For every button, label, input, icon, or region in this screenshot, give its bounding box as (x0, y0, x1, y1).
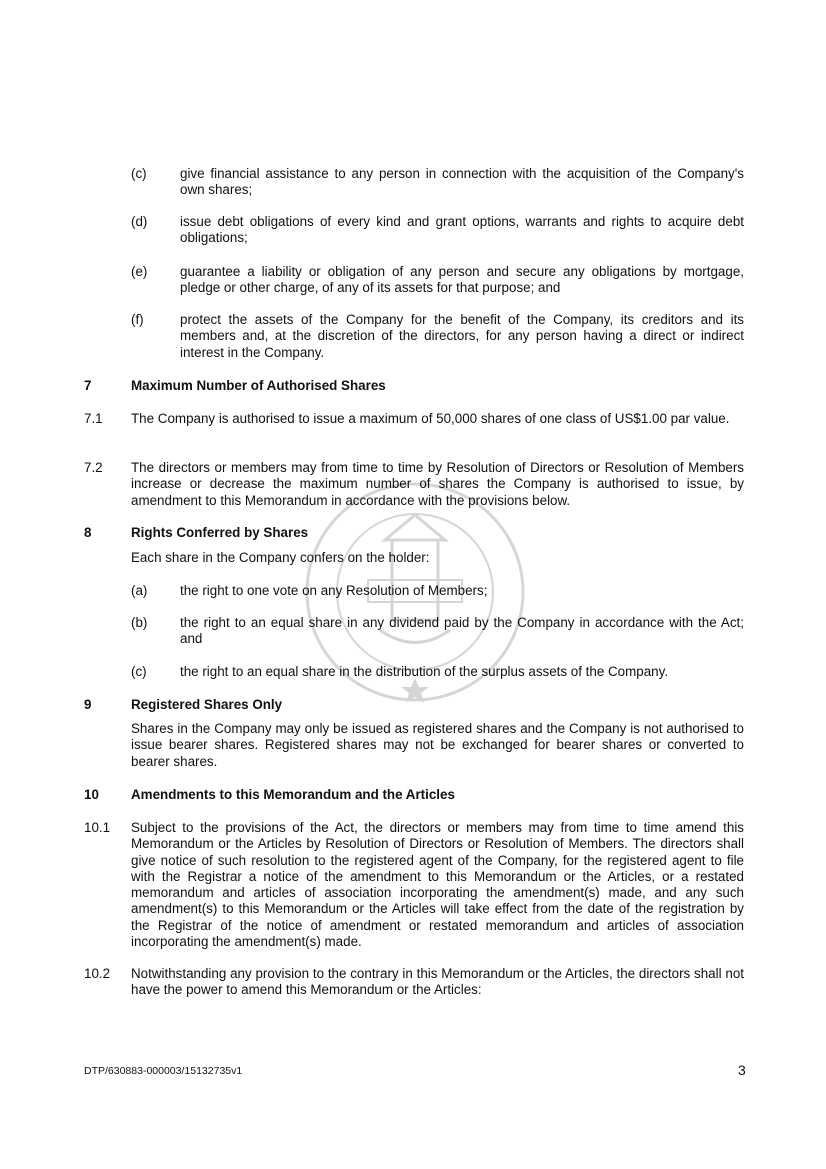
document-reference: DTP/630883-000003/15132735v1 (84, 1065, 243, 1077)
section-number: 10 (84, 787, 99, 802)
list-item-c (131, 664, 744, 680)
clause-number: 7.2 (84, 460, 103, 475)
section-10-heading (84, 787, 455, 803)
list-label: (b) (131, 615, 148, 630)
clause-number: 10.2 (84, 966, 111, 981)
list-text: give financial assistance to any person in connection with the acquisition of the Company's own shares; (180, 166, 744, 198)
section-number: 9 (84, 697, 92, 712)
list-label: (d) (131, 214, 148, 229)
section-number: 7 (84, 378, 92, 393)
clause-text: The directors or members may from time to time by Resolution of Directors or Resolution of Members increase or decrease the maximum number of shares the Company is authorised to issue, by amendment to this Memorandum in accordance with the provisions below. (131, 460, 744, 508)
list-label: (c) (131, 664, 147, 679)
list-item-f (131, 312, 744, 361)
list-item-c (131, 166, 744, 199)
clause-text: The Company is authorised to issue a maximum of 50,000 shares of one class of US$1.00 par value. (131, 411, 730, 426)
section-title: Registered Shares Only (131, 697, 283, 712)
list-text: the right to one vote on any Resolution of Members; (180, 583, 488, 598)
list-item-b (131, 615, 744, 648)
clause-10-2 (84, 966, 744, 999)
section-8-intro: Each share in the Company confers on the holder: (131, 550, 430, 565)
list-item-a (131, 583, 744, 599)
list-label: (e) (131, 264, 148, 279)
section-number: 8 (84, 525, 92, 540)
list-text: the right to an equal share in any dividend paid by the Company in accordance with the Act; and (180, 615, 744, 647)
section-8-heading (84, 525, 308, 541)
section-title: Rights Conferred by Shares (131, 525, 309, 540)
section-9-text: Shares in the Company may only be issued as registered shares and the Company is not authorised to issue bearer shares. Registered shares may not be exchanged for bearer shares or converted to bearer shares. (131, 721, 744, 769)
clause-text: Notwithstanding any provision to the contrary in this Memorandum or the Articles, the directors shall not have the power to amend this Memorandum or the Articles: (131, 966, 744, 998)
list-text: guarantee a liability or obligation of any person and secure any obligations by mortgage, pledge or other charge, of any of its assets for that purpose; and (180, 264, 744, 296)
clause-text: Subject to the provisions of the Act, the directors or members may from time to time amend this Memorandum or the Articles by Resolution of Directors or Resolution of Members. The directors shall give notice of such resolution to the registered agent of the Company, for the registered agent to file with the Registrar a notice of the amendment to this Memorandum or the Articles, or a restated memorandum and articles of association incorporating the amendment(s) made, and any such amendment(s) to this Memorandum or the Articles will take effect from the date of the registration by the Registrar of the notice of amendment or restated memorandum and articles of association incorporating the amendment(s) made. (131, 820, 744, 950)
list-text: protect the assets of the Company for the benefit of the Company, its creditors and its members and, at the discretion of the directors, for any person having a direct or indirect interest in the Company. (180, 312, 744, 360)
clause-7-1 (84, 411, 744, 427)
page-number: 3 (738, 1062, 746, 1078)
section-7-heading (84, 378, 386, 394)
section-9-heading (84, 697, 282, 713)
list-item-e (131, 264, 744, 297)
section-title: Amendments to this Memorandum and the Articles (131, 787, 455, 802)
clause-10-1 (84, 820, 744, 950)
list-text: the right to an equal share in the distribution of the surplus assets of the Company. (180, 664, 669, 679)
section-title: Maximum Number of Authorised Shares (131, 378, 386, 393)
list-label: (a) (131, 583, 148, 598)
list-label: (f) (131, 312, 144, 327)
clause-number: 7.1 (84, 411, 103, 426)
clause-7-2 (84, 460, 744, 509)
list-item-d (131, 214, 744, 247)
list-text: issue debt obligations of every kind and grant options, warrants and rights to acquire debt obligations; (180, 214, 744, 246)
list-label: (c) (131, 166, 147, 181)
clause-number: 10.1 (84, 820, 111, 835)
